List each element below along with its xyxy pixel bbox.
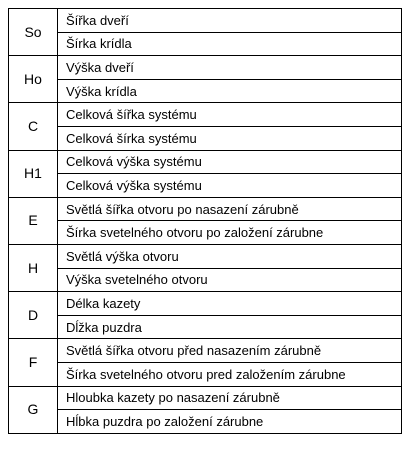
- table-row: [9, 103, 402, 127]
- table-row: [9, 292, 402, 316]
- description-slovak: Šírka krídla: [58, 32, 402, 56]
- dimension-code: F: [9, 339, 58, 386]
- description-slovak: Výška krídla: [58, 79, 402, 103]
- table-row: [9, 221, 402, 245]
- dimension-legend-table: [8, 8, 402, 434]
- description-slovak: Šírka svetelného otvoru po založení zárubne: [58, 221, 402, 245]
- table-row: [9, 315, 402, 339]
- description-slovak: Šírka svetelného otvoru pred založením zárubne: [58, 362, 402, 386]
- description-slovak: Výška svetelného otvoru: [58, 268, 402, 292]
- description-czech: Světlá výška otvoru: [58, 244, 402, 268]
- table-row: [9, 197, 402, 221]
- table-row: [9, 339, 402, 363]
- table-row: [9, 150, 402, 174]
- description-czech: Délka kazety: [58, 292, 402, 316]
- table-row: [9, 9, 402, 33]
- table-row: [9, 410, 402, 434]
- table-row: [9, 79, 402, 103]
- description-slovak: Celková výška systému: [58, 174, 402, 198]
- table-row: [9, 244, 402, 268]
- table-row: [9, 32, 402, 56]
- description-czech: Celková výška systému: [58, 150, 402, 174]
- description-czech: Světlá šířka otvoru před nasazením zárubně: [58, 339, 402, 363]
- description-slovak: Celková šírka systému: [58, 126, 402, 150]
- table-row: [9, 126, 402, 150]
- dimension-code: H1: [9, 150, 58, 197]
- description-slovak: Dĺžka puzdra: [58, 315, 402, 339]
- table-row: [9, 268, 402, 292]
- description-czech: Šířka dveří: [58, 9, 402, 33]
- dimension-code: So: [9, 9, 58, 56]
- dimension-code: C: [9, 103, 58, 150]
- dimension-code: H: [9, 244, 58, 291]
- description-czech: Celková šířka systému: [58, 103, 402, 127]
- dimension-code: D: [9, 292, 58, 339]
- description-czech: Světlá šířka otvoru po nasazení zárubně: [58, 197, 402, 221]
- description-czech: Výška dveří: [58, 56, 402, 80]
- description-czech: Hloubka kazety po nasazení zárubně: [58, 386, 402, 410]
- table-row: [9, 362, 402, 386]
- dimension-code: E: [9, 197, 58, 244]
- dimension-code: Ho: [9, 56, 58, 103]
- table-row: [9, 174, 402, 198]
- dimension-code: G: [9, 386, 58, 433]
- table-row: [9, 386, 402, 410]
- table-row: [9, 56, 402, 80]
- description-slovak: Hĺbka puzdra po založení zárubne: [58, 410, 402, 434]
